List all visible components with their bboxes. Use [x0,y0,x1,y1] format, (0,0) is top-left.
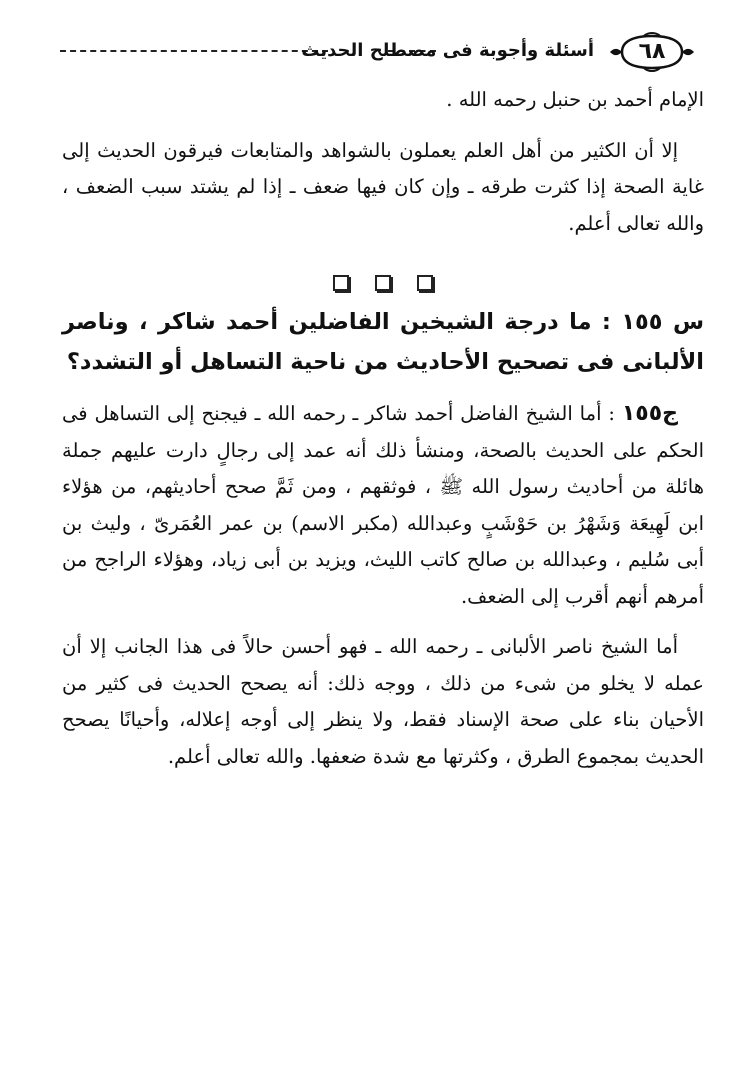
paragraph-2: إلا أن الكثير من أهل العلم يعملون بالشواهد والمتابعات فيرقون الحديث إلى غاية الصحة إذا كثرت طرقه ـ وإن كان فيها ضعف ـ إذا لم يشتد سبب الضعف ، والله تعالى أعلم. [62,138,704,235]
answer-155 [62,396,704,615]
section-separator [62,264,704,284]
separator-square-icon [333,275,349,291]
header-dashed-rule [60,50,328,52]
page-number: ٦٨ [638,39,666,64]
page-header [60,28,706,76]
separator-square-icon [375,275,391,291]
page-body [62,82,704,775]
question-155: س ١٥٥ : ما درجة الشيخين الفاضلين أحمد شاكر ، وناصر الألبانى فى تصحيح الأحاديث من ناحية التساهل أو التشدد؟ [62,309,704,375]
running-title: أسئلة وأجوبة فى مصطلح الحديث [301,40,594,61]
paragraph-1: الإمام أحمد بن حنبل رحمه الله . [446,88,704,111]
paragraph-4: أما الشيخ ناصر الألبانى ـ رحمه الله ـ فهو أحسن حالاً فى هذا الجانب إلا أن عمله لا يخلو من شىء من ذلك ، ووجه ذلك: أنه يصحح الحديث فى كثير من الأحيان بناء على صحة الإسناد فقط، ولا ينظر إلى أوجه إعلاله، وأحيانًا يصحح الحديث بمجموع الطرق ، وكثرتها مع شدة ضعفها. والله تعالى أعلم. [62,635,704,768]
answer-text: : أما الشيخ الفاضل أحمد شاكر ـ رحمه الله ـ فيجنح إلى التساهل فى الحكم على الحديث بالصحة، ومنشأ ذلك أنه عمد إلى رجالٍ دارت عليهم جملة هائلة من أحاديث رسول الله ﷺ ، فوثقهم ، ومن ثَمَّ صحح أحاديثهم، من هؤلاء ابن لَهِيعَة وَشَهْرُ بن حَوْشَبٍ وعبدالله (مكبر الاسم) بن عمر العُمَرىّ ، وليث بن أبى سُليم ، وعبدالله بن صالح كاتب الليث، ويزيد بن أبى زياد، وهؤلاء الراجح من أمرهم أنهم أقرب إلى الضعف. [62,402,704,608]
answer-label: ج١٥٥ [621,401,678,426]
separator-square-icon [417,275,433,291]
